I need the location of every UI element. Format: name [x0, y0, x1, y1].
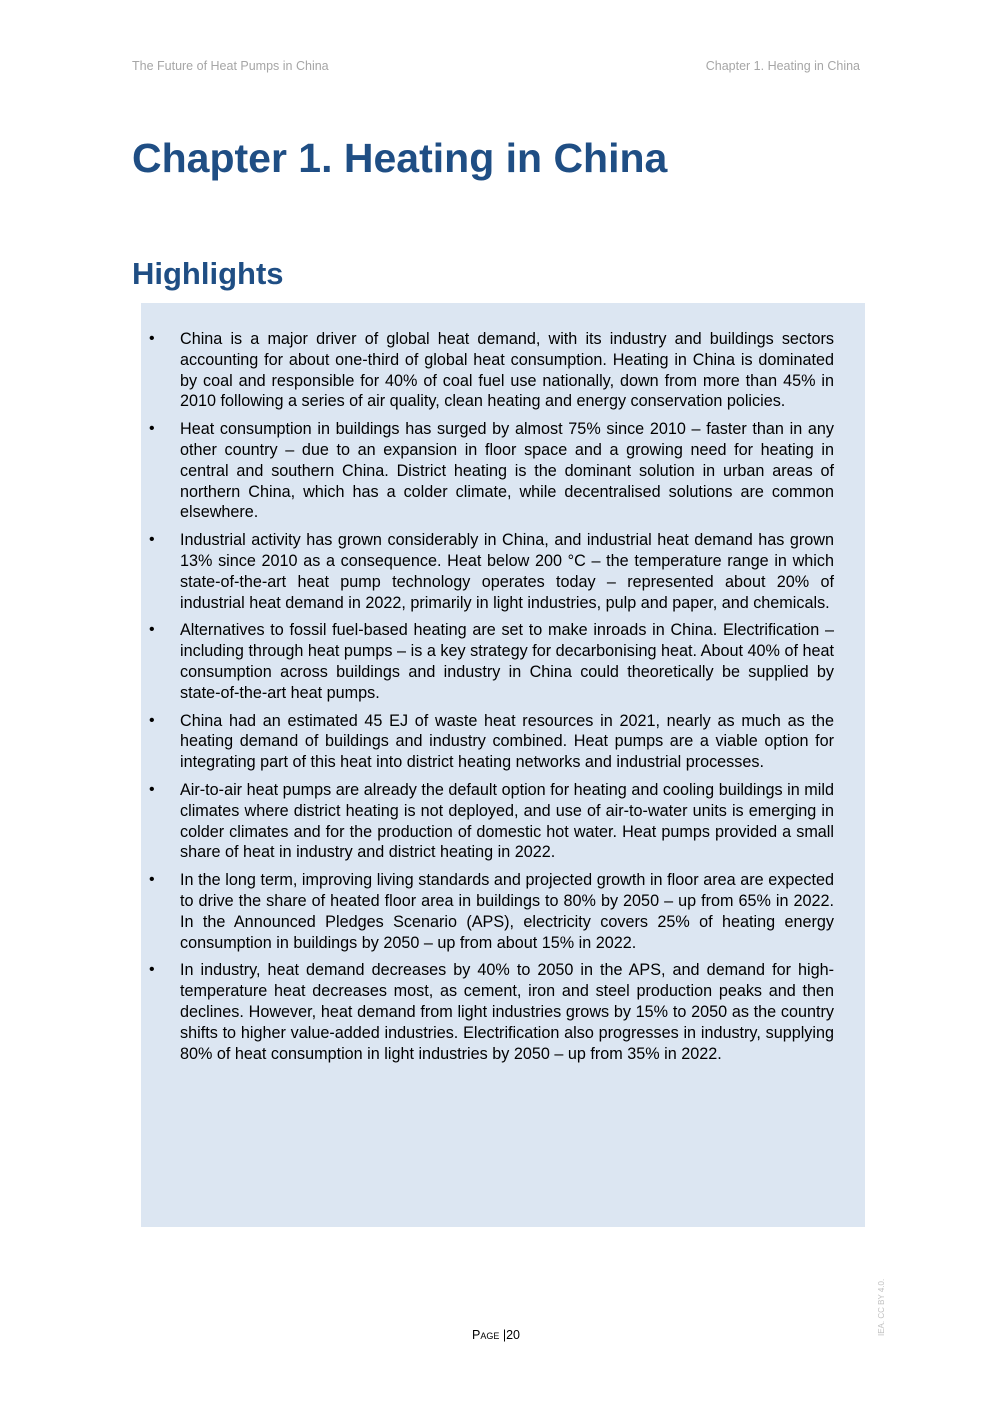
- highlight-item: [141, 620, 865, 703]
- highlight-item: [141, 780, 865, 863]
- bullet-icon: •: [149, 531, 155, 549]
- highlight-text: China had an estimated 45 EJ of waste heat resources in 2021, nearly as much as the heating demand of buildings and industry combined. Heat pumps are a viable option for integrating part of this heat into district heating networks and industrial processes.: [180, 711, 834, 772]
- highlight-item: [141, 711, 865, 773]
- highlights-list: [141, 329, 865, 1071]
- highlight-text: Heat consumption in buildings has surged by almost 75% since 2010 – faster than in any other country – due to an expansion in floor space and a growing need for heating in central and southern China. District heating is the dominant solution in urban areas of northern China, which has a colder climate, while decentralised solutions are common elsewhere.: [180, 420, 834, 522]
- bullet-icon: •: [149, 711, 155, 729]
- highlights-box: [141, 303, 865, 1227]
- highlight-item: [141, 530, 865, 613]
- highlight-text: China is a major driver of global heat demand, with its industry and buildings sectors accounting for about one-third of global heat consumption. Heating in China is dominated by coal and responsible for 40% of coal fuel use nationally, down from more than 45% in 2010 following a series of air quality, clean heating and energy conservation policies.: [180, 330, 834, 411]
- highlight-item: [141, 960, 865, 1064]
- bullet-icon: •: [149, 961, 155, 979]
- chapter-title: Chapter 1. Heating in China: [132, 135, 668, 181]
- bullet-icon: •: [149, 780, 155, 798]
- bullet-icon: •: [149, 330, 155, 347]
- running-header: [132, 59, 860, 75]
- header-document-title: The Future of Heat Pumps in China: [132, 59, 329, 73]
- bullet-icon: •: [149, 420, 155, 438]
- bullet-icon: •: [149, 621, 155, 639]
- header-chapter-title: Chapter 1. Heating in China: [705, 59, 860, 73]
- page-separator: |: [502, 1328, 507, 1342]
- page-number: [0, 1328, 992, 1342]
- page-number-value: 20: [506, 1328, 520, 1342]
- license-notice: IEA. CC BY 4.0.: [877, 1278, 886, 1336]
- section-title-highlights: Highlights: [132, 256, 284, 291]
- highlight-text: Industrial activity has grown considerably in China, and industrial heat demand has grown 13% since 2010 as a consequence. Heat below 200 °C – the temperature range in which state-of-the-art heat pump technology operates today – represented about 20% of industrial heat demand in 2022, primarily in light industries, pulp and paper, and chemicals.: [180, 531, 834, 612]
- highlight-item: [141, 870, 865, 953]
- highlight-text: In industry, heat demand decreases by 40% to 2050 in the APS, and demand for high-temperature heat decreases most, as cement, iron and steel production peaks and then declines. However, heat demand from light industries grows by 15% to 2050 as the country shifts to higher value-added industries. Electrification also progresses in industry, supplying 80% of heat consumption in light industries by 2050 – up from 35% in 2022.: [180, 961, 834, 1063]
- highlight-item: [141, 419, 865, 523]
- bullet-icon: •: [149, 871, 155, 889]
- highlight-text: In the long term, improving living standards and projected growth in floor area are expected to drive the share of heated floor area in buildings to 80% by 2050 – up from 65% in 2022. In the Announced Pledges Scenario (APS), electricity covers 25% of heating energy consumption in buildings by 2050 – up from about 15% in 2022.: [180, 871, 834, 952]
- highlight-item: [141, 329, 865, 412]
- highlight-text: Alternatives to fossil fuel-based heating are set to make inroads in China. Electrification – including through heat pumps – is a key strategy for decarbonising heat. About 40% of heat consumption across buildings and industry in China could theoretically be supplied by state-of-the-art heat pumps.: [180, 621, 834, 702]
- highlight-text: Air-to-air heat pumps are already the default option for heating and cooling buildings in mild climates where district heating is not deployed, and use of air-to-water units is emerging in colder climates and for the production of domestic hot water. Heat pumps provided a small share of heat in industry and district heating in 2022.: [180, 780, 834, 862]
- page-label: Page: [472, 1328, 500, 1342]
